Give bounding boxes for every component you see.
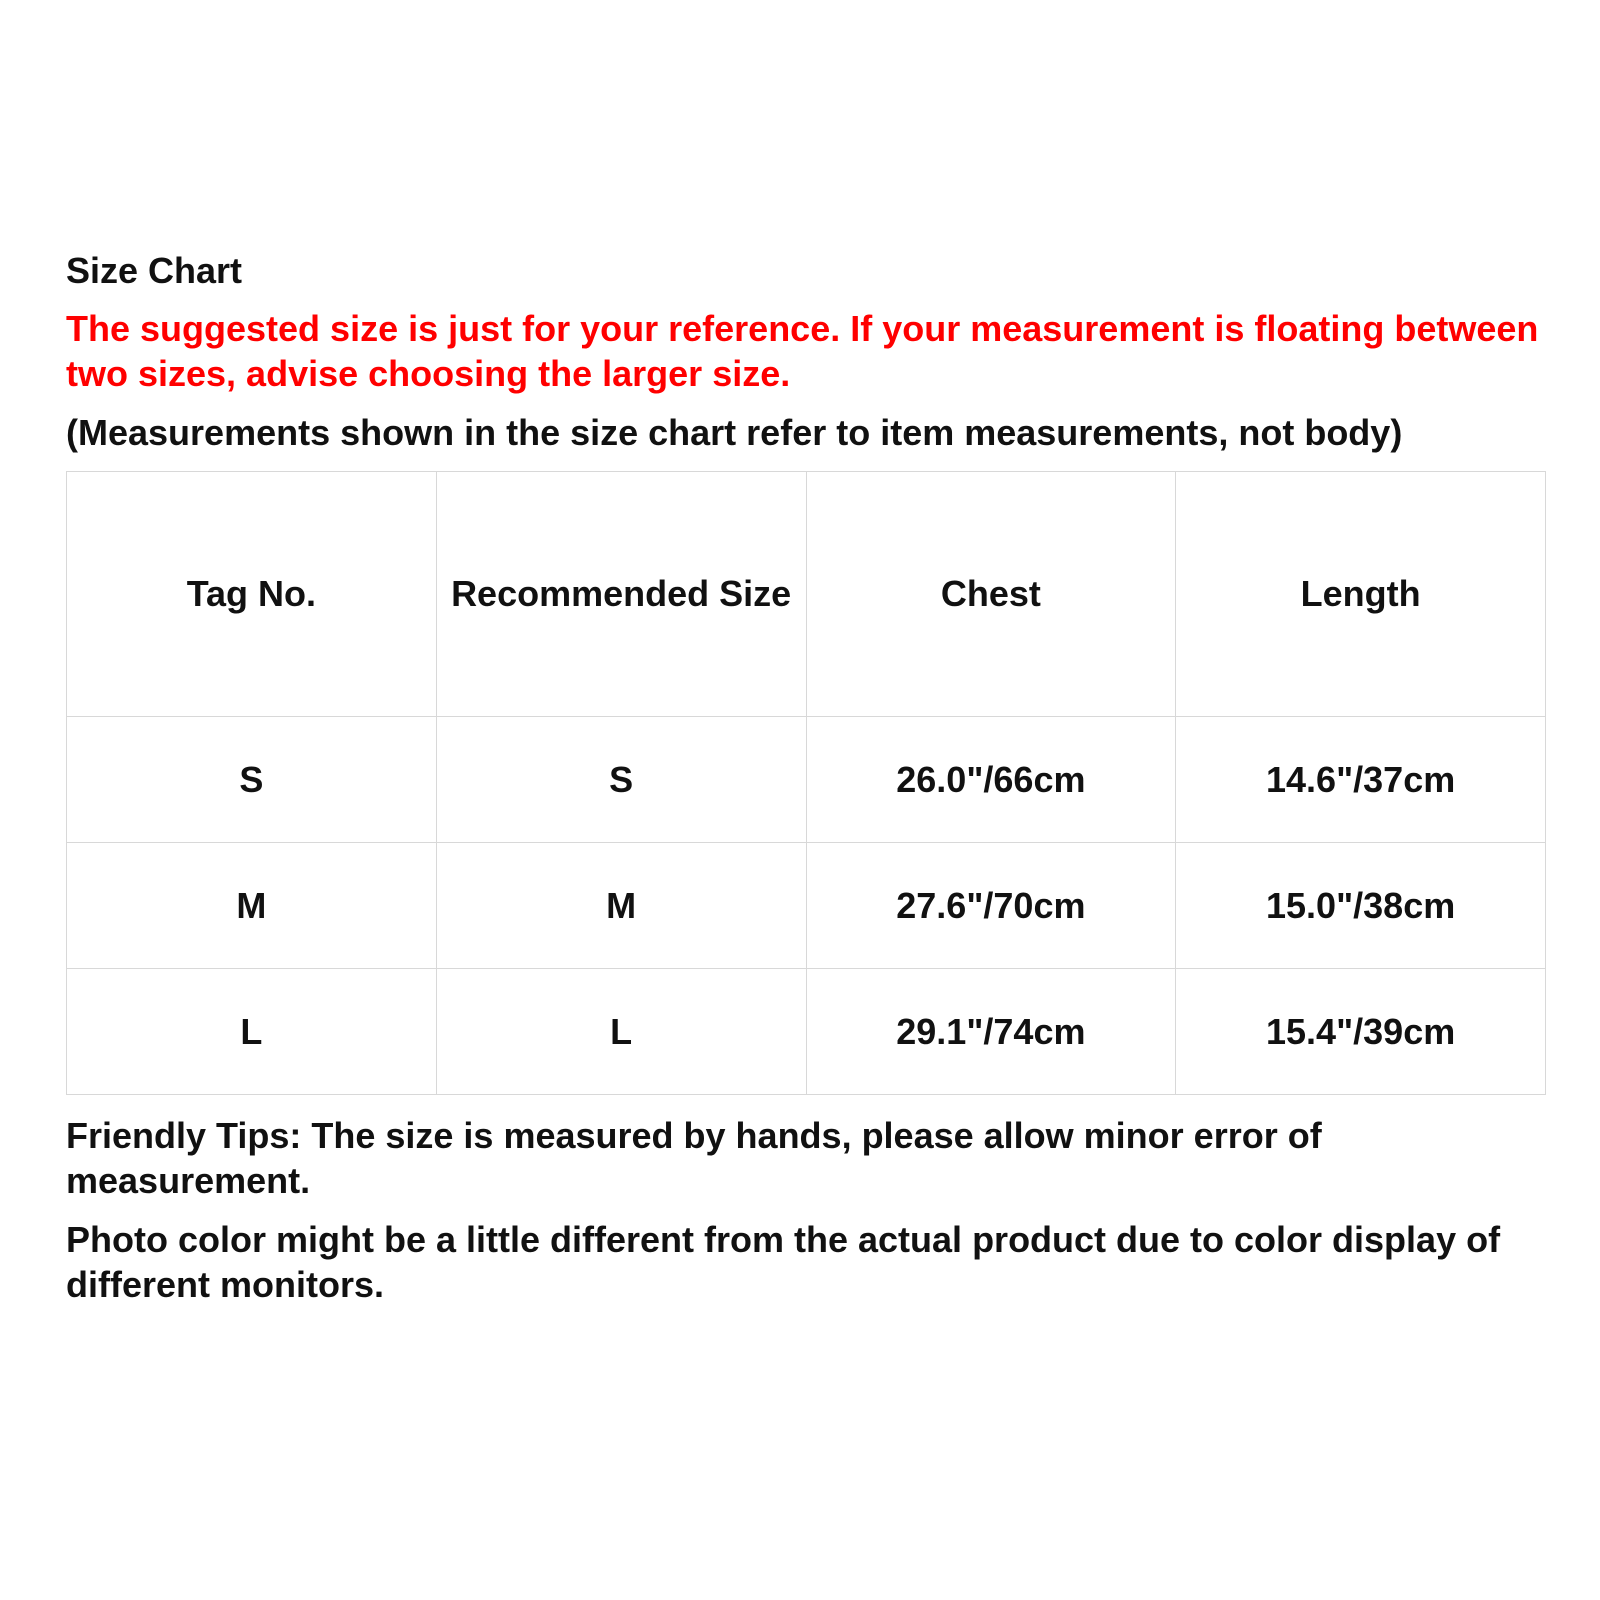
photo-color-note: Photo color might be a little different from the actual product due to color display of different monitors. [66, 1219, 1501, 1305]
cell-length: 15.4"/39cm [1176, 969, 1546, 1095]
table-row [67, 843, 1546, 969]
cell-chest: 27.6"/70cm [806, 843, 1176, 969]
cell-recommended-size: S [436, 717, 806, 843]
friendly-tips: Friendly Tips: The size is measured by hands, please allow minor error of measurement. [66, 1115, 1322, 1201]
header-recommended-size: Recommended Size [436, 472, 806, 717]
cell-length: 15.0"/38cm [1176, 843, 1546, 969]
page-title: Size Chart [66, 250, 243, 291]
header-length: Length [1176, 472, 1546, 717]
cell-tag-no: M [67, 843, 437, 969]
cell-length: 14.6"/37cm [1176, 717, 1546, 843]
cell-tag-no: L [67, 969, 437, 1095]
size-chart-content [66, 248, 1546, 1348]
measurement-note: (Measurements shown in the size chart refer to item measurements, not body) [66, 412, 1403, 453]
header-chest: Chest [806, 472, 1176, 717]
table-row [67, 717, 1546, 843]
table-row [67, 969, 1546, 1095]
size-table [66, 471, 1546, 1095]
table-header-row [67, 472, 1546, 717]
cell-recommended-size: L [436, 969, 806, 1095]
cell-tag-no: S [67, 717, 437, 843]
cell-chest: 29.1"/74cm [806, 969, 1176, 1095]
cell-chest: 26.0"/66cm [806, 717, 1176, 843]
size-notice: The suggested size is just for your reference. If your measurement is floating between two sizes, advise choosing the larger size. [66, 308, 1539, 394]
header-tag-no: Tag No. [67, 472, 437, 717]
cell-recommended-size: M [436, 843, 806, 969]
